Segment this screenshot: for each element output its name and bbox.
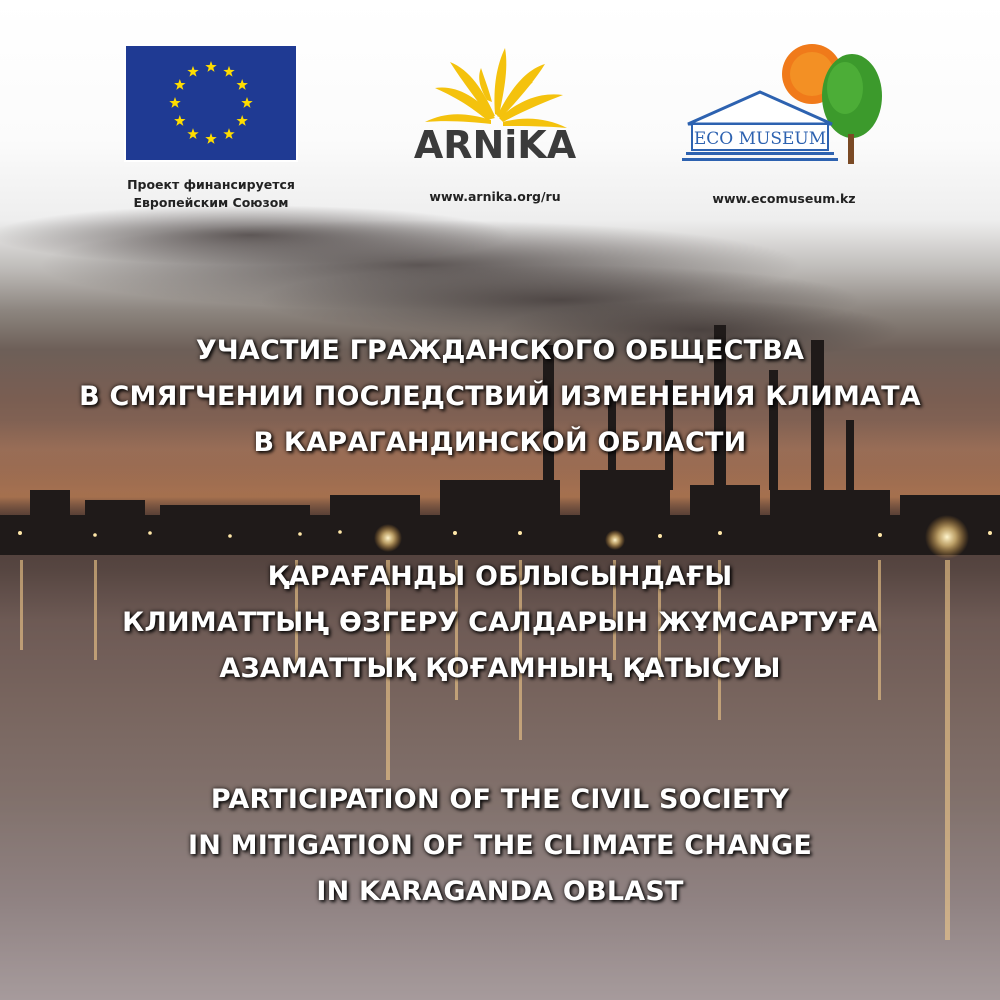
title-russian-line2: В СМЯГЧЕНИИ ПОСЛЕДСТВИЙ ИЗМЕНЕНИЯ КЛИМАТА (79, 381, 921, 412)
title-russian (0, 328, 1000, 466)
title-russian-line1: УЧАСТИЕ ГРАЖДАНСКОГО ОБЩЕСТВА (195, 335, 805, 366)
title-kazakh-line2: КЛИМАТТЫҢ ӨЗГЕРУ САЛДАРЫН ЖҰМСАРТУҒА (122, 607, 878, 638)
arnika-url: www.arnika.org/ru (429, 189, 561, 204)
ecomuseum-url: www.ecomuseum.kz (712, 191, 856, 206)
title-kazakh-line3: АЗАМАТТЫҚ ҚОҒАМНЫҢ ҚАТЫСУЫ (219, 653, 781, 684)
bright-light (925, 515, 969, 559)
ecomuseum-logo-icon (680, 36, 890, 170)
title-kazakh (0, 554, 1000, 692)
bright-light (374, 524, 402, 552)
bright-light (605, 530, 625, 550)
title-english (0, 777, 1000, 915)
ecomuseum-wordmark: ECO MUSEUM (693, 129, 827, 149)
eu-caption-line2: Европейским Союзом (133, 195, 289, 210)
title-russian-line3: В КАРАГАНДИНСКОЙ ОБЛАСТИ (253, 427, 747, 458)
arnika-wordmark: ARNiKA (413, 123, 577, 167)
title-english-line2: IN MITIGATION OF THE CLIMATE CHANGE (188, 830, 812, 861)
title-english-line1: PARTICIPATION OF THE CIVIL SOCIETY (210, 784, 790, 815)
eu-funding-caption (104, 176, 318, 212)
eu-caption-line1: Проект финансируется (127, 177, 295, 192)
smoke-plume (0, 205, 510, 265)
title-english-line3: IN KARAGANDA OBLAST (316, 876, 684, 907)
eu-flag-icon (124, 44, 298, 162)
title-kazakh-line1: ҚАРАҒАНДЫ ОБЛЫСЫНДАҒЫ (267, 561, 733, 592)
arnika-logo-icon (395, 40, 595, 168)
